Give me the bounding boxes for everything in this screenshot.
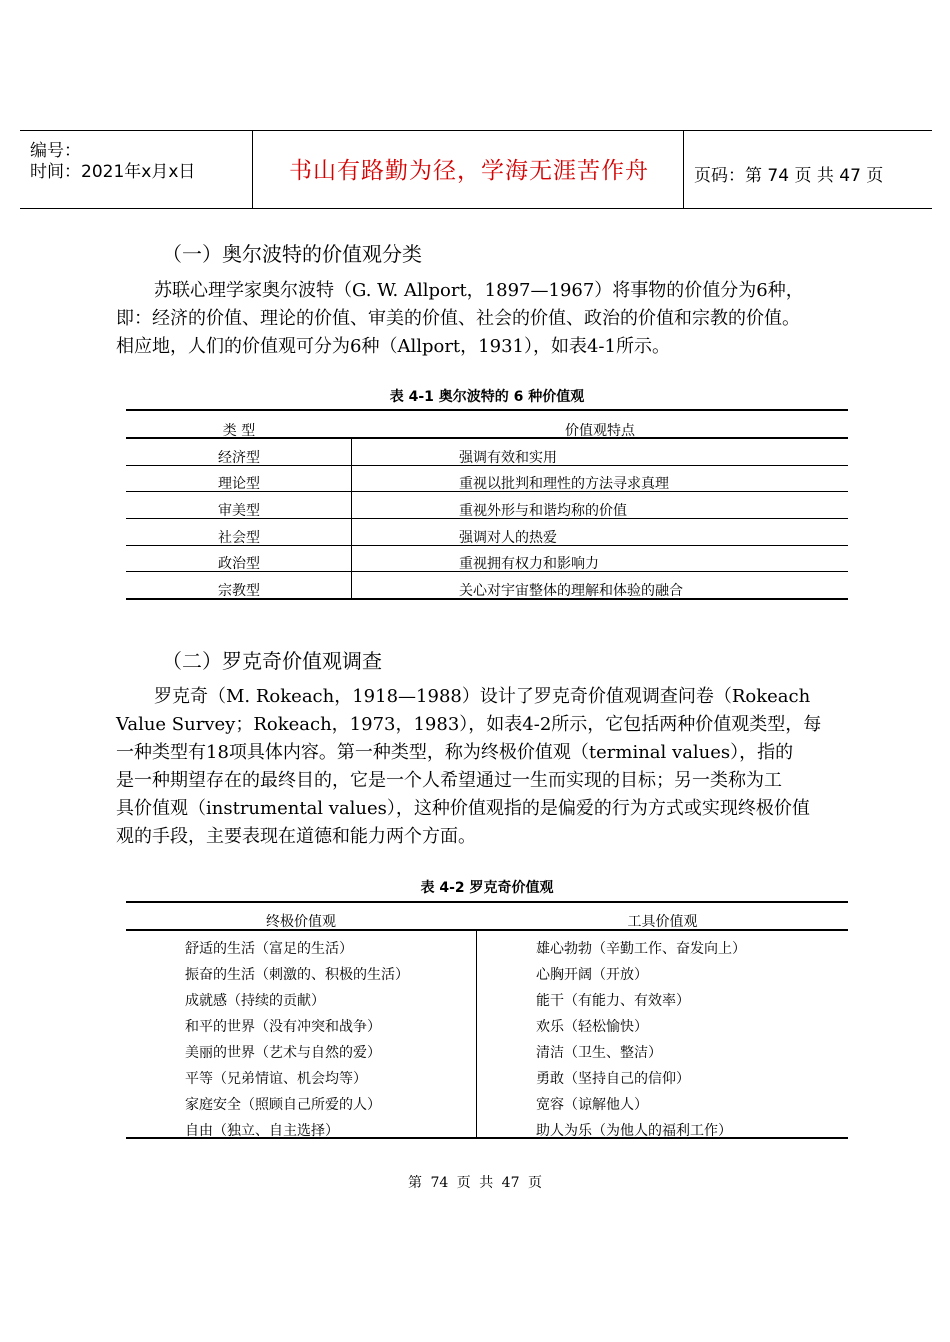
table-cell: 关心对宇宙整体的理解和体验的融合: [459, 583, 683, 599]
table-cell: 自由（独立、自主选择）: [185, 1123, 339, 1139]
table-cell: 和平的世界（没有冲突和战争）: [185, 1019, 381, 1035]
table-cell: 助人为乐（为他人的福利工作）: [536, 1123, 732, 1139]
table-cell: 经济型: [218, 450, 260, 466]
table-cell: 清洁（卫生、整洁）: [536, 1045, 662, 1061]
table1-row-rule: [126, 518, 848, 519]
table1-header-rule: [126, 437, 848, 439]
table1-header-type: 类 型: [222, 423, 256, 439]
table-cell: 重视拥有权力和影响力: [459, 556, 599, 572]
table-cell: 宽容（谅解他人）: [536, 1097, 648, 1113]
table-cell: 舒适的生活（富足的生活）: [185, 941, 353, 957]
section1-heading: （一）奥尔波特的价值观分类: [162, 242, 422, 266]
paragraph-line: 是一种期望存在的最终目的，它是一个人希望通过一生而实现的目标；另一类称为工: [116, 770, 782, 791]
table-cell: 重视外形与和谐均称的价值: [459, 503, 627, 519]
header-bottom-rule: [20, 208, 932, 209]
section2-heading: （二）罗克奇价值观调查: [162, 649, 382, 673]
footer-text: 页: [456, 1175, 471, 1191]
table2-bottom-rule: [126, 1137, 848, 1139]
footer-text: 第: [408, 1175, 423, 1191]
table-cell: 成就感（持续的贡献）: [185, 993, 325, 1009]
table-cell: 振奋的生活（刺激的、积极的生活）: [185, 967, 409, 983]
footer-text: 共: [479, 1175, 494, 1191]
table1-row-rule: [126, 465, 848, 466]
table-cell: 强调对人的热爱: [459, 530, 557, 546]
table1-top-rule: [126, 409, 848, 411]
table-cell: 心胸开阔（开放）: [536, 967, 648, 983]
table-cell: 能干（有能力、有效率）: [536, 993, 690, 1009]
table2-top-rule: [126, 901, 848, 903]
paragraph-line: 苏联心理学家奥尔波特（G. W. Allport，1897—1967）将事物的价值分为6种，: [154, 280, 804, 301]
header-top-rule: [20, 130, 932, 131]
page-footer: [0, 1172, 950, 1192]
table1-bottom-rule: [126, 598, 848, 600]
table2-header-instrumental: 工具价值观: [627, 914, 698, 930]
paragraph-line: 即：经济的价值、理论的价值、审美的价值、社会的价值、政治的价值和宗教的价值。: [116, 308, 800, 329]
table1-caption: 表 4-1 奥尔波特的 6 种价值观: [389, 389, 585, 405]
header-motto: 书山有路勤为径，学海无涯苦作舟: [289, 158, 649, 184]
table-cell: 强调有效和实用: [459, 450, 557, 466]
paragraph-line: 具价值观（instrumental values），这种价值观指的是偏爱的行为方式或实现终极价值: [116, 798, 810, 819]
header-number-label: 编号：: [30, 141, 81, 161]
paragraph-line: Value Survey；Rokeach，1973，1983），如表4-2所示，它包括两种价值观类型，每: [116, 714, 822, 735]
paragraph-line: 相应地，人们的价值观可分为6种（Allport，1931），如表4-1所示。: [116, 336, 670, 357]
footer-total-pages: 47: [501, 1175, 520, 1191]
table-cell: 平等（兄弟情谊、机会均等）: [185, 1071, 367, 1087]
section1-paragraph: [116, 277, 804, 361]
table-cell: 审美型: [218, 503, 260, 519]
header-divider-left: [252, 130, 253, 209]
paragraph-line: 一种类型有18项具体内容。第一种类型，称为终极价值观（terminal values），指的: [116, 742, 794, 763]
table-cell: 家庭安全（照顾自己所爱的人）: [185, 1097, 381, 1113]
table2-header-terminal: 终极价值观: [266, 914, 336, 930]
paragraph-line: 观的手段，主要表现在道德和能力两个方面。: [116, 826, 476, 847]
table1-header-features: 价值观特点: [565, 423, 635, 439]
footer-text: 页: [527, 1175, 542, 1191]
table-cell: 宗教型: [218, 583, 260, 599]
header-divider-right: [683, 130, 684, 209]
header-page-info: 页码：第 74 页 共 47 页: [694, 166, 884, 186]
footer-page-number: 74: [430, 1175, 449, 1191]
table2-caption: 表 4-2 罗克奇价值观: [420, 880, 554, 896]
table-cell: 重视以批判和理性的方法寻求真理: [459, 476, 669, 492]
table-cell: 雄心勃勃（辛勤工作、奋发向上）: [536, 941, 746, 957]
table-cell: 理论型: [218, 476, 260, 492]
table1-row-rule: [126, 571, 848, 572]
table2-column-divider: [476, 930, 477, 1137]
table-cell: 政治型: [218, 556, 260, 572]
section2-paragraph: [116, 683, 821, 851]
table1-row-rule: [126, 491, 848, 492]
table2-header-rule: [126, 929, 848, 931]
table1-row-rule: [126, 545, 848, 546]
table-cell: 勇敢（坚持自己的信仰）: [536, 1071, 690, 1087]
paragraph-line: 罗克奇（M. Rokeach，1918—1988）设计了罗克奇价值观调查问卷（Rokeach: [154, 686, 811, 707]
table-cell: 欢乐（轻松愉快）: [536, 1019, 648, 1035]
table-cell: 美丽的世界（艺术与自然的爱）: [185, 1045, 381, 1061]
header-time: 时间：2021年x月x日: [30, 162, 196, 182]
table-cell: 社会型: [218, 530, 260, 546]
